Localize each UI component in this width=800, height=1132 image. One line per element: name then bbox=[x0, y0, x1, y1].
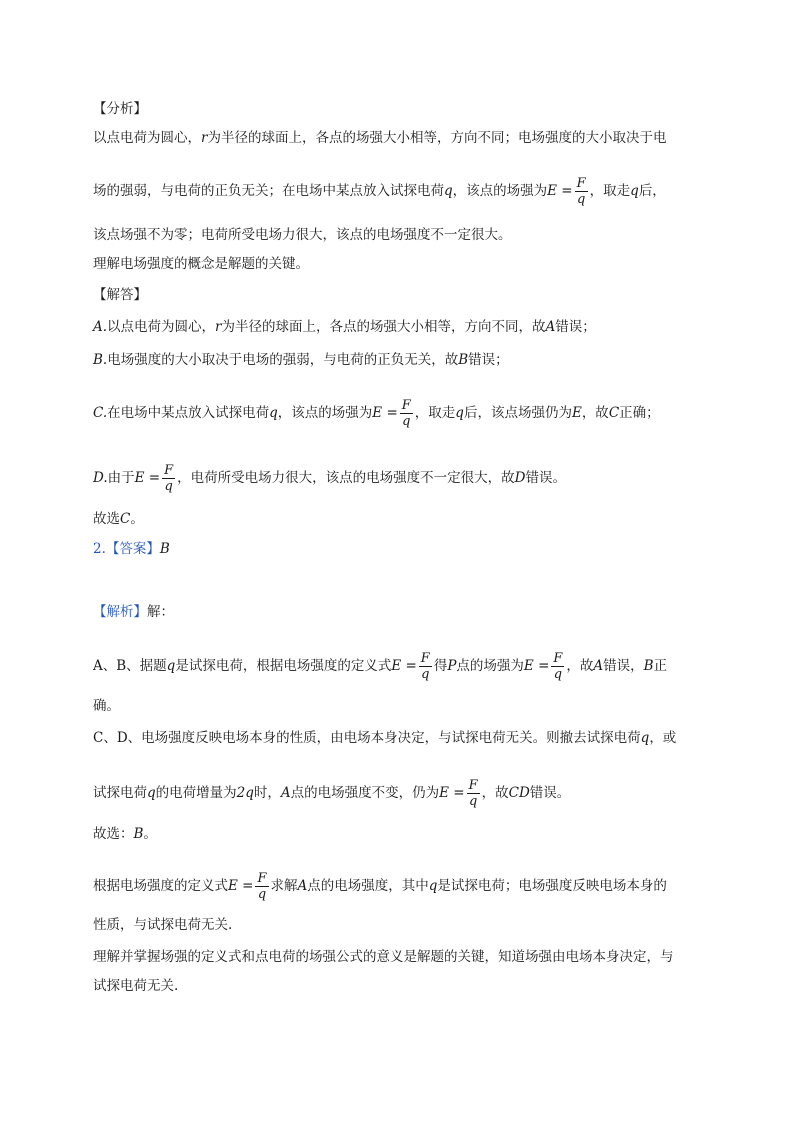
text: 为半径的球面上，各点的场强大小相等，方向不同；电场强度的大小取决于电 bbox=[207, 130, 667, 146]
frac-num: F bbox=[420, 651, 430, 666]
frac-num: F bbox=[164, 463, 174, 478]
text: 在电场中某点放入试探电荷 bbox=[107, 405, 270, 421]
answer-tag: 【答案】 bbox=[105, 541, 160, 557]
text: 的电荷增量为 bbox=[155, 785, 237, 801]
text: 正 bbox=[653, 658, 668, 674]
frac-num: F bbox=[553, 651, 563, 666]
text: 时， bbox=[253, 785, 281, 801]
text: ，取走 bbox=[414, 405, 456, 421]
text: 后，该点场强仍为 bbox=[463, 405, 572, 421]
text: 解： bbox=[147, 604, 174, 620]
text: ，电荷所受电场力很大，该点的电场强度不一定很大，故 bbox=[177, 470, 515, 486]
var-E: E bbox=[571, 405, 582, 421]
var-B: B bbox=[133, 826, 144, 842]
text: 理解电场强度的概念是解题的关键。 bbox=[93, 256, 309, 272]
q2-cd-line-1 bbox=[93, 728, 676, 748]
text: 正确； bbox=[619, 405, 660, 421]
frac-num: F bbox=[468, 778, 478, 793]
text: 错误。 bbox=[525, 470, 566, 486]
var-A: A bbox=[545, 319, 556, 335]
solution-c bbox=[93, 398, 660, 429]
formula-lhs: E = bbox=[134, 470, 161, 486]
answer-value: B bbox=[159, 541, 170, 557]
text: 试探电荷 bbox=[93, 785, 147, 801]
formula-lhs: E = bbox=[372, 405, 398, 421]
q2-analysis-tag bbox=[93, 602, 174, 622]
text: 错误。 bbox=[529, 785, 571, 801]
var-D: D bbox=[514, 470, 526, 486]
var-A: A bbox=[593, 658, 604, 674]
analysis-heading bbox=[93, 99, 147, 119]
solution-heading-text: 【解答】 bbox=[93, 287, 147, 303]
var-q: q bbox=[428, 878, 438, 894]
formula-lhs: E = bbox=[228, 878, 254, 894]
var-q: q bbox=[166, 658, 176, 674]
text: 错误， bbox=[603, 658, 644, 674]
text: ，或 bbox=[649, 730, 677, 746]
text: 确。 bbox=[93, 698, 120, 714]
analysis-line-1 bbox=[93, 128, 666, 148]
text: 错误； bbox=[555, 319, 596, 335]
formula-lhs: E = bbox=[523, 658, 550, 674]
frac-num: F bbox=[401, 398, 411, 413]
text: 是试探电荷，根据电场强度的定义式 bbox=[175, 658, 392, 674]
formula-lhs: E = bbox=[391, 658, 417, 674]
text: 性质，与试探电荷无关. bbox=[93, 917, 233, 933]
q2-note-line-1 bbox=[93, 871, 667, 902]
q2-choose bbox=[93, 824, 157, 844]
frac-den: q bbox=[553, 667, 563, 682]
var-q: q bbox=[147, 785, 156, 801]
text: A、B、据题 bbox=[93, 658, 167, 674]
frac-den: q bbox=[576, 192, 586, 207]
text: ，故 bbox=[581, 405, 609, 421]
frac-num: F bbox=[257, 871, 267, 886]
text: 故选： bbox=[93, 826, 134, 842]
fraction-f-over-q bbox=[419, 651, 432, 682]
fraction-f-over-q bbox=[551, 651, 564, 682]
frac-den: q bbox=[164, 479, 173, 494]
q2-answer bbox=[93, 539, 170, 559]
frac-num: F bbox=[576, 176, 586, 191]
text: 求解 bbox=[270, 878, 298, 894]
q2-note-line-2 bbox=[93, 915, 232, 935]
text: ，故 bbox=[481, 785, 509, 801]
var-r: r bbox=[201, 130, 208, 146]
var-2q: 2q bbox=[236, 785, 254, 801]
fraction-f-over-q bbox=[400, 398, 413, 429]
q2-key-line-2 bbox=[93, 976, 178, 996]
var-A: A bbox=[280, 785, 291, 801]
analysis-line-3 bbox=[93, 225, 512, 245]
frac-den: q bbox=[421, 667, 430, 682]
var-q: q bbox=[455, 405, 464, 421]
var-CD: CD bbox=[508, 785, 530, 801]
text: 后， bbox=[638, 183, 666, 199]
text: 该点场强不为零；电荷所受电场力很大，该点的电场强度不一定很大。 bbox=[93, 227, 512, 243]
option-label: B. bbox=[93, 352, 108, 368]
text: 故选 bbox=[93, 511, 120, 527]
text: 试探电荷无关. bbox=[93, 978, 179, 994]
var-q: q bbox=[444, 183, 453, 199]
text: C、D、电场强度反映电场本身的性质，由电场本身决定，与试探电荷无关。则撤去试探电荷 bbox=[93, 730, 641, 746]
analysis-line-2 bbox=[93, 176, 666, 207]
text: 电场强度的大小取决于电场的强弱，与电荷的正负无关，故 bbox=[107, 352, 459, 368]
var-r: r bbox=[215, 319, 222, 335]
fraction-f-over-q bbox=[467, 778, 480, 809]
q2-cd-line-2 bbox=[93, 778, 570, 809]
text: 错误； bbox=[468, 352, 509, 368]
q2-key-line-1 bbox=[93, 947, 674, 967]
text: 以点电荷为圆心， bbox=[107, 319, 216, 335]
analysis-key bbox=[93, 254, 309, 274]
text: 得 bbox=[433, 658, 448, 674]
fraction-f-over-q bbox=[162, 463, 175, 494]
text: ，故 bbox=[566, 658, 594, 674]
text: ，取走 bbox=[589, 183, 631, 199]
var-C: C bbox=[120, 511, 131, 527]
text: 点的场强为 bbox=[456, 658, 524, 674]
fraction-f-over-q bbox=[255, 871, 268, 902]
solution-b bbox=[93, 350, 509, 370]
solution-a bbox=[93, 317, 596, 337]
text: 理解并掌握场强的定义式和点电荷的场强公式的意义是解题的关键，知道场强由电场本身决定，与 bbox=[93, 949, 674, 965]
text: ，该点的场强为 bbox=[277, 405, 373, 421]
frac-den: q bbox=[402, 414, 411, 429]
var-q: q bbox=[269, 405, 278, 421]
text: 点的电场强度不变，仍为 bbox=[290, 785, 440, 801]
var-B: B bbox=[643, 658, 654, 674]
text: 根据电场强度的定义式 bbox=[93, 878, 228, 894]
text: 是试探电荷；电场强度反映电场本身的 bbox=[437, 878, 667, 894]
text: 场的强弱，与电荷的正负无关；在电场中某点放入试探电荷 bbox=[93, 183, 444, 199]
option-label: C. bbox=[93, 405, 108, 421]
text: 由于 bbox=[107, 470, 135, 486]
solution-heading bbox=[93, 285, 147, 305]
text: 为半径的球面上，各点的场强大小相等，方向不同，故 bbox=[221, 319, 546, 335]
var-q: q bbox=[630, 183, 639, 199]
analysis-heading-text: 【分析】 bbox=[93, 101, 147, 117]
option-label: A. bbox=[93, 319, 108, 335]
text: 点的电场强度，其中 bbox=[307, 878, 429, 894]
solution-d bbox=[93, 463, 566, 494]
q2-ab-line-1 bbox=[93, 651, 667, 682]
choose-c bbox=[93, 509, 144, 529]
frac-den: q bbox=[468, 794, 478, 809]
var-q: q bbox=[640, 730, 650, 746]
var-P: P bbox=[447, 658, 457, 674]
var-B: B bbox=[458, 352, 469, 368]
fraction-f-over-q bbox=[575, 176, 588, 207]
analysis-tag: 【解析】 bbox=[93, 604, 147, 620]
text: 。 bbox=[130, 511, 144, 527]
frac-den: q bbox=[257, 887, 267, 902]
option-label: D. bbox=[93, 470, 108, 486]
formula-lhs: E = bbox=[547, 183, 573, 199]
text: 以点电荷为圆心， bbox=[93, 130, 201, 146]
question-number: 2. bbox=[93, 541, 106, 557]
text: 。 bbox=[143, 826, 157, 842]
var-C: C bbox=[608, 405, 620, 421]
text: ，该点的场强为 bbox=[452, 183, 548, 199]
q2-ab-line-2 bbox=[93, 696, 120, 716]
var-A: A bbox=[297, 878, 308, 894]
formula-lhs: E = bbox=[439, 785, 465, 801]
